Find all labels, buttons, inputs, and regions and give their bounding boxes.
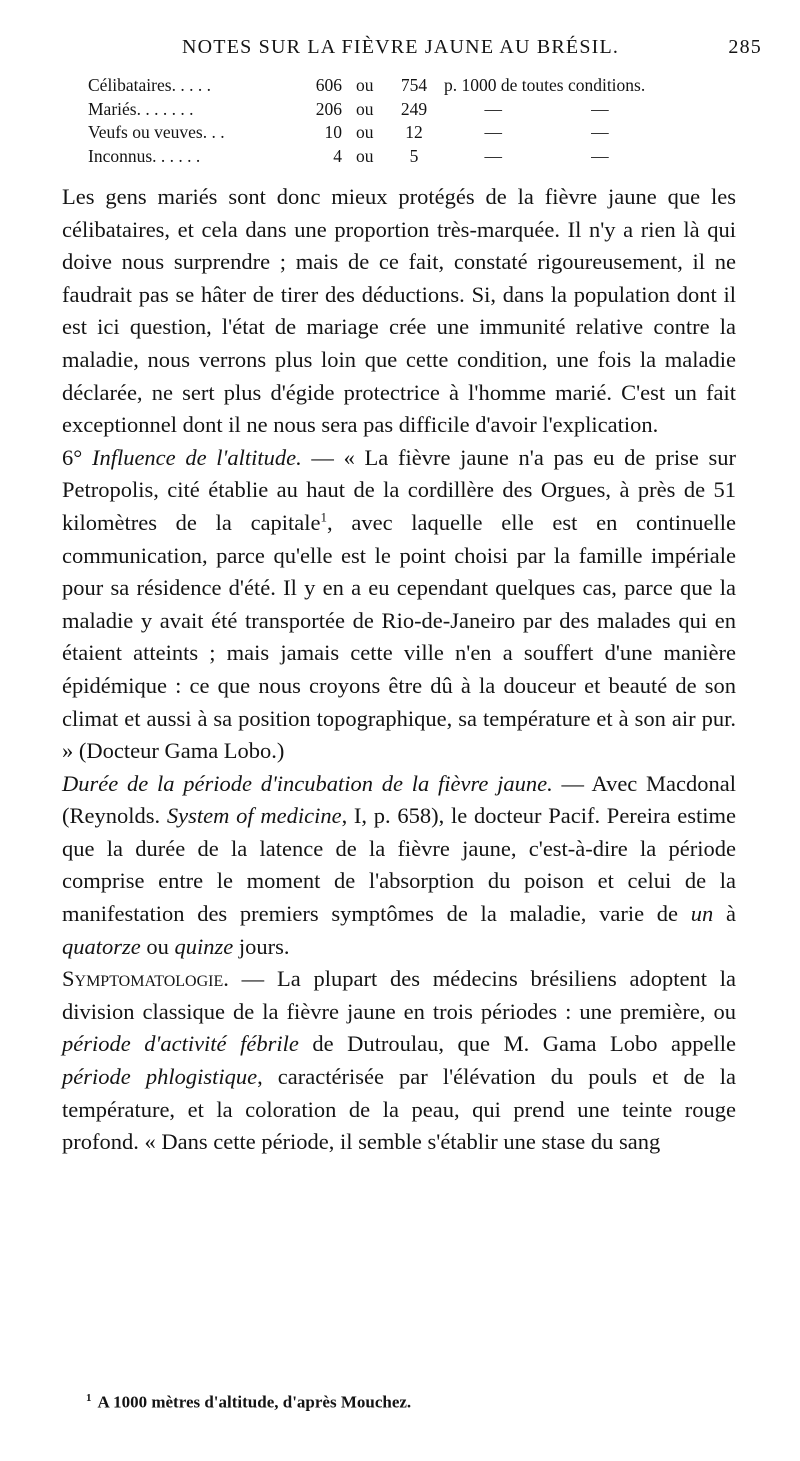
- row-label: Célibataires. . . . .: [88, 75, 211, 95]
- table-row: [88, 98, 645, 122]
- page-number: 285: [728, 36, 762, 58]
- ou-word: ou: [356, 145, 374, 166]
- section-heading: Symptomatologie.: [62, 966, 229, 992]
- ditto-mark: —: [484, 145, 502, 166]
- paragraph-text: ou: [140, 933, 175, 959]
- ditto-mark: —: [484, 98, 502, 119]
- paragraph-marriage: [62, 181, 736, 442]
- count-value: 606: [315, 75, 342, 95]
- section-number: 6°: [62, 444, 83, 470]
- ou-word: ou: [356, 122, 374, 142]
- footnote-marker: 1: [86, 1392, 92, 1404]
- table-row: [88, 145, 645, 169]
- footnote: [86, 1392, 411, 1413]
- ditto-mark: —: [591, 98, 609, 119]
- paragraph-text: de Dutroulau, que M. Gama Lobo appelle: [298, 1031, 736, 1057]
- count-value: 10: [324, 122, 342, 142]
- paragraph-text: — « La fièvre jaune n'a pas eu de prise sur Petropolis, cité établie au haut de la cordillère des Orgues, à près de 51 kilomètres de la capitale: [62, 444, 737, 535]
- table-row: [88, 121, 645, 145]
- ditto-mark: —: [484, 122, 502, 142]
- rate-value: 5: [409, 145, 419, 166]
- rate-value: 12: [405, 122, 423, 142]
- paragraph-text: à: [713, 901, 736, 927]
- ou-word: ou: [356, 98, 374, 119]
- paragraph-text: , I, p. 658), le docteur Pacif. Pereira estime que la durée de la latence de la fièvre jaune, c'est-à-dire la période comprise entre le moment de l'absorption du poison et celui de la manifestation des premiers symptômes de la maladie, varie de: [62, 803, 736, 927]
- section-heading: Influence de l'altitude.: [91, 444, 302, 470]
- count-value: 206: [315, 98, 342, 119]
- paragraph-altitude: [62, 442, 736, 768]
- paragraph-text: , caractérisée par l'élévation du pouls et de la température, et la coloration de la peau, qui prend une teinte rouge profond. « Dans cette période, il semble s'établir une stase du sang: [62, 1064, 737, 1155]
- table-row: [88, 74, 645, 98]
- running-title: NOTES SUR LA FIÈVRE JAUNE AU BRÉSIL.: [182, 36, 620, 58]
- book-title: System of medicine: [166, 803, 342, 829]
- footnote-reference: 1: [320, 509, 328, 525]
- paragraph-text: , avec laquelle elle est en continuelle communication, parce qu'elle est le point choisi par la famille impériale pour sa résidence d'été. Il y en a eu cependant quelques cas, parce que la maladie y avait été transportée de Rio-de-Janeiro par des malades qui en étaient atteints ; mais jamais cette ville n'en a souffert d'une manière épidémique : ce que nous croyons être dû à la douceur et beauté de son climat et aussi à sa position topographique, sa température et à son air pur. » (Docteur Gama Lobo.): [62, 509, 736, 764]
- paragraph-symptomatology: [62, 963, 736, 1159]
- paragraph-text: — Avec Macdonal (Reynolds.: [62, 770, 737, 829]
- running-head: [62, 36, 762, 66]
- emphasis: période phlogistique: [62, 1064, 258, 1090]
- paragraph-incubation: [62, 768, 736, 964]
- emphasis: période d'activité fébrile: [62, 1031, 299, 1057]
- row-label: Veufs ou veuves. . .: [88, 122, 225, 142]
- emphasis: un: [690, 901, 714, 927]
- row-label: Inconnus. . . . . .: [88, 145, 201, 166]
- paragraph-text: jours.: [233, 933, 290, 959]
- footnote-text: A 1000 mètres d'altitude, d'après Mouchez.: [97, 1392, 412, 1412]
- section-heading: Durée de la période d'incubation de la fièvre jaune.: [62, 770, 553, 796]
- ditto-mark: —: [591, 122, 609, 142]
- rate-unit: [432, 74, 645, 98]
- emphasis: quatorze: [62, 933, 141, 959]
- marital-status-table: [88, 74, 645, 168]
- emphasis: quinze: [174, 933, 234, 959]
- row-label: Mariés. . . . . . .: [88, 98, 194, 119]
- paragraph-text: Les gens mariés sont donc mieux protégés de la fièvre jaune que les célibataires, et cela dans une proportion très-marquée. Il n'y a rien là qui doive nous surprendre ; mais de ce fait, constaté rigoureusement, il ne faudrait pas se hâter de tirer des déductions. Si, dans la population dont il est ici question, l'état de mariage crée une immunité relative contre la maladie, nous verrons plus loin que cette condition, une fois la maladie déclarée, ne sert plus d'égide protectrice à l'homme marié. C'est un fait exceptionnel dont il ne nous sera pas difficile d'avoir l'explication.: [62, 184, 736, 438]
- ou-word: ou: [356, 75, 374, 95]
- count-value: 4: [333, 145, 342, 166]
- unit-text: p. 1000: [444, 75, 497, 95]
- paragraph-text: — La plupart des médecins brésiliens adoptent la division classique de la fièvre jaune en trois périodes : une première, ou: [62, 966, 736, 1024]
- condition-text: de toutes conditions.: [500, 75, 646, 95]
- rate-value: 754: [400, 75, 428, 95]
- ditto-mark: —: [591, 145, 609, 166]
- rate-value: 249: [400, 98, 428, 119]
- body-text: [62, 181, 736, 1159]
